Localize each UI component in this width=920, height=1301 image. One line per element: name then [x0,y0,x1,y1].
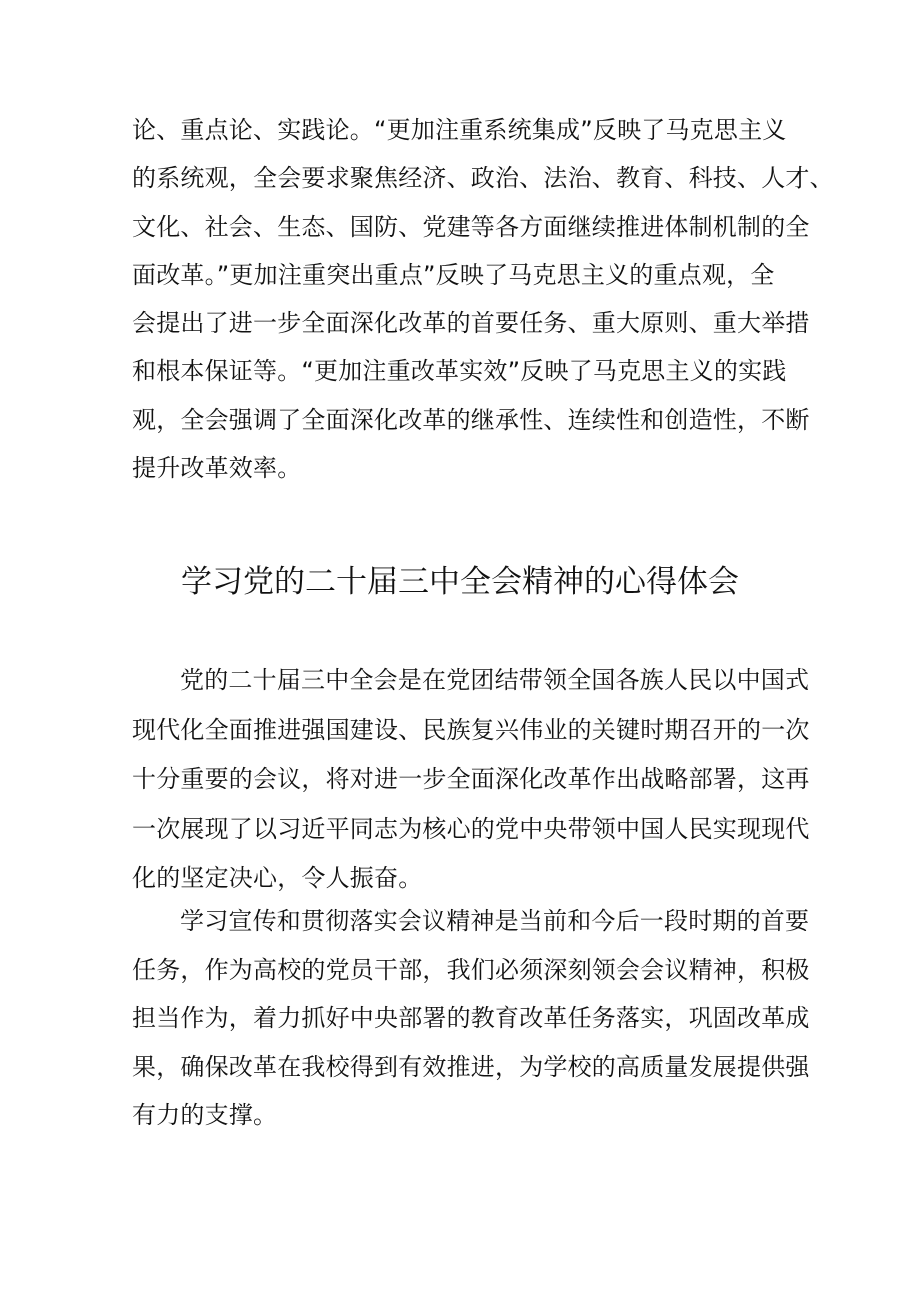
paragraph-line: 会提出了进一步全面深化改革的首要任务、重大原则、重大举措 [132,309,810,338]
paragraph-line: 党的二十届三中全会是在党团结带领全国各族人民以中国式 [180,666,810,694]
paragraph-line: 和根本保证等。“更加注重改革实效”反映了马克思主义的实践 [132,357,787,386]
continued-paragraph [132,112,834,498]
paragraph-line: 担当作为，着力抓好中央部署的教育改革任务落实，巩固改革成 [132,1004,810,1032]
paragraph-line: 一次展现了以习近平同志为核心的党中央带领中国人民实现现代 [132,814,810,843]
paragraph-2 [132,903,810,1146]
paragraph-1 [132,662,810,910]
paragraph-line: 观，全会强调了全面深化改革的继承性、连续性和创造性，不断 [132,405,810,434]
paragraph-line: 面改革。”更加注重突出重点”反映了马克思主义的重点观，全 [132,260,775,289]
paragraph-line: 论、重点论、实践论。“更加注重系统集成”反映了马克思主义 [132,116,787,144]
paragraph-line: 文化、社会、生态、国防、党建等各方面继续推进体制机制的全 [132,212,810,241]
paragraph-line: 任务，作为高校的党员干部，我们必须深刻领会会议精神，积极 [132,955,810,984]
paragraph-line: 果，确保改革在我校得到有效推进，为学校的高质量发展提供强 [132,1052,810,1081]
paragraph-line: 的系统观，全会要求聚焦经济、政治、法治、教育、科技、人才、 [132,164,834,193]
section-heading: 学习党的二十届三中全会精神的心得体会 [181,564,739,600]
paragraph-line: 学习宣传和贯彻落实会议精神是当前和今后一段时期的首要 [180,907,810,935]
paragraph-line: 十分重要的会议，将对进一步全面深化改革作出战略部署，这再 [132,765,810,793]
paragraph-line: 提升改革效率。 [132,454,302,483]
paragraph-line: 现代化全面推进强国建设、民族复兴伟业的关键时期召开的一次 [132,715,810,744]
paragraph-line: 有力的支撑。 [132,1101,278,1129]
paragraph-line: 化的坚定决心，令人振奋。 [132,864,423,892]
